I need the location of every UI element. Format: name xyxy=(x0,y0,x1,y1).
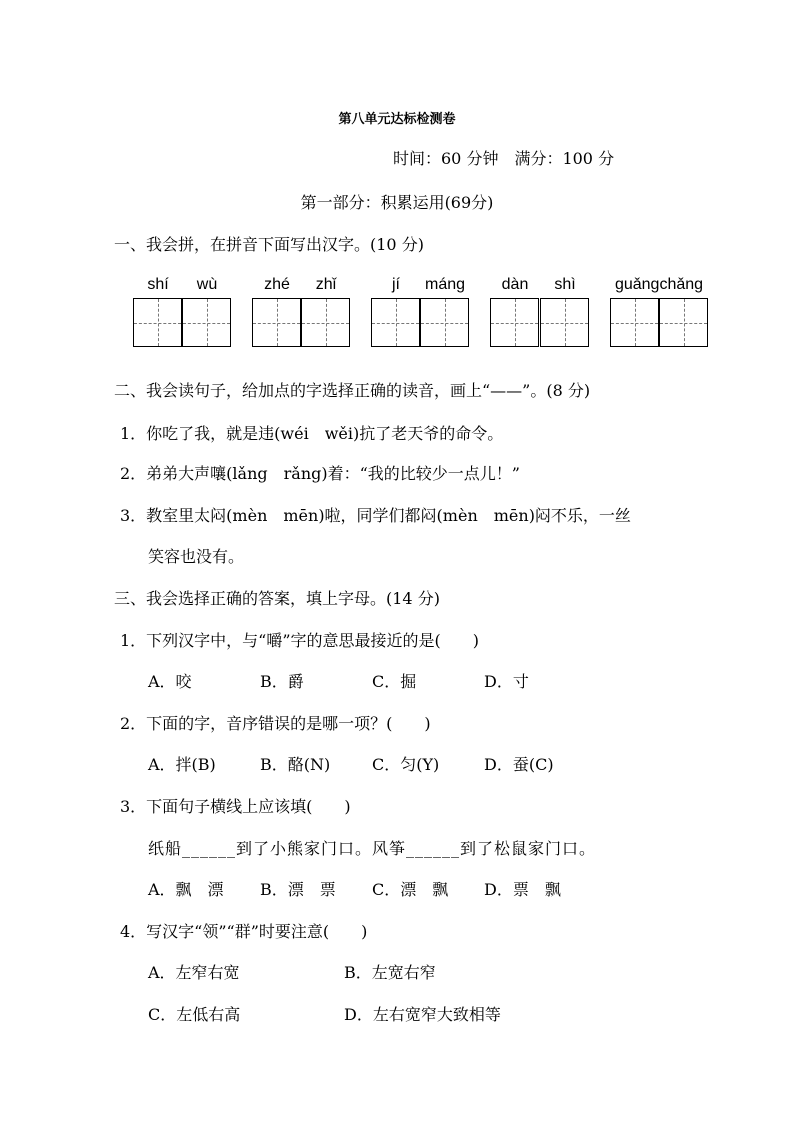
writing-cell[interactable] xyxy=(371,298,420,347)
writing-cell[interactable] xyxy=(490,298,539,347)
writing-cell[interactable] xyxy=(659,298,708,347)
question-2-stem: 2．下面的字，音序错误的是哪一项？( ) xyxy=(120,714,431,733)
sentence-2: 2．弟弟大声嚷(lǎng rǎng)着：“我的比较少一点儿！” xyxy=(120,464,520,483)
section-1-heading: 一、我会拼，在拼音下面写出汉字。(10 分) xyxy=(114,235,424,254)
q4-option-a[interactable]: A．左窄右宽 xyxy=(148,963,240,982)
q4-option-b[interactable]: B．左宽右窄 xyxy=(344,963,436,982)
pinyin-label: zhé xyxy=(264,276,290,293)
q3-option-b[interactable]: B．漂 票 xyxy=(260,880,336,899)
pinyin-label: shì xyxy=(554,276,576,293)
pinyin-label: jí xyxy=(392,276,400,293)
pinyin-label: guǎngchǎng xyxy=(614,276,704,293)
section-2-heading: 二、我会读句子，给加点的字选择正确的读音，画上“——”。(8 分) xyxy=(114,381,591,400)
time-score-line: 时间：60 分钟 满分：100 分 xyxy=(393,149,615,168)
page-title: 第八单元达标检测卷 xyxy=(338,112,456,127)
writing-cell[interactable] xyxy=(301,298,350,347)
question-1-stem: 1．下列汉字中，与“嚼”字的意思最接近的是( ) xyxy=(120,631,480,650)
q1-option-d[interactable]: D．寸 xyxy=(484,672,529,691)
writing-cell[interactable] xyxy=(133,298,182,347)
question-3-sentence: 纸船______到了小熊家门口。风筝______到了松鼠家门口。 xyxy=(148,839,597,858)
question-3-stem: 3．下面句子横线上应该填( ) xyxy=(120,797,351,816)
writing-cell[interactable] xyxy=(540,298,589,347)
pinyin-label: zhǐ xyxy=(315,276,337,293)
section-3-heading: 三、我会选择正确的答案，填上字母。(14 分) xyxy=(114,589,440,608)
q3-option-d[interactable]: D．票 飘 xyxy=(484,880,561,899)
pinyin-label: wù xyxy=(196,276,218,293)
writing-cell[interactable] xyxy=(610,298,659,347)
q2-option-a[interactable]: A．拌(B) xyxy=(148,755,216,774)
q1-option-c[interactable]: C．掘 xyxy=(372,672,417,691)
q4-option-c[interactable]: C．左低右高 xyxy=(148,1005,241,1024)
q2-option-c[interactable]: C．匀(Y) xyxy=(372,755,440,774)
q1-option-a[interactable]: A．咬 xyxy=(148,672,192,691)
q2-option-b[interactable]: B．酪(N) xyxy=(260,755,331,774)
writing-cell[interactable] xyxy=(182,298,231,347)
q4-option-d[interactable]: D．左右宽窄大致相等 xyxy=(344,1005,501,1024)
pinyin-label: máng xyxy=(424,276,466,293)
writing-cell[interactable] xyxy=(252,298,301,347)
pinyin-label: shí xyxy=(147,276,169,293)
sentence-3: 3．教室里太闷(mèn mēn)啦，同学们都闷(mèn mēn)闷不乐，一丝 xyxy=(120,506,631,525)
part-heading: 第一部分：积累运用(69分) xyxy=(300,193,494,212)
sentence-3-continued: 笑容也没有。 xyxy=(148,547,245,566)
pinyin-label: dàn xyxy=(501,276,529,293)
q3-option-a[interactable]: A．飘 漂 xyxy=(148,880,224,899)
question-4-stem: 4．写汉字“领”“群”时要注意( ) xyxy=(120,922,368,941)
q2-option-d[interactable]: D．蚕(C) xyxy=(484,755,554,774)
writing-cell[interactable] xyxy=(420,298,469,347)
sentence-1: 1．你吃了我，就是违(wéi wěi)抗了老天爷的命令。 xyxy=(120,424,504,443)
q1-option-b[interactable]: B．爵 xyxy=(260,672,304,691)
q3-option-c[interactable]: C．漂 飘 xyxy=(372,880,449,899)
